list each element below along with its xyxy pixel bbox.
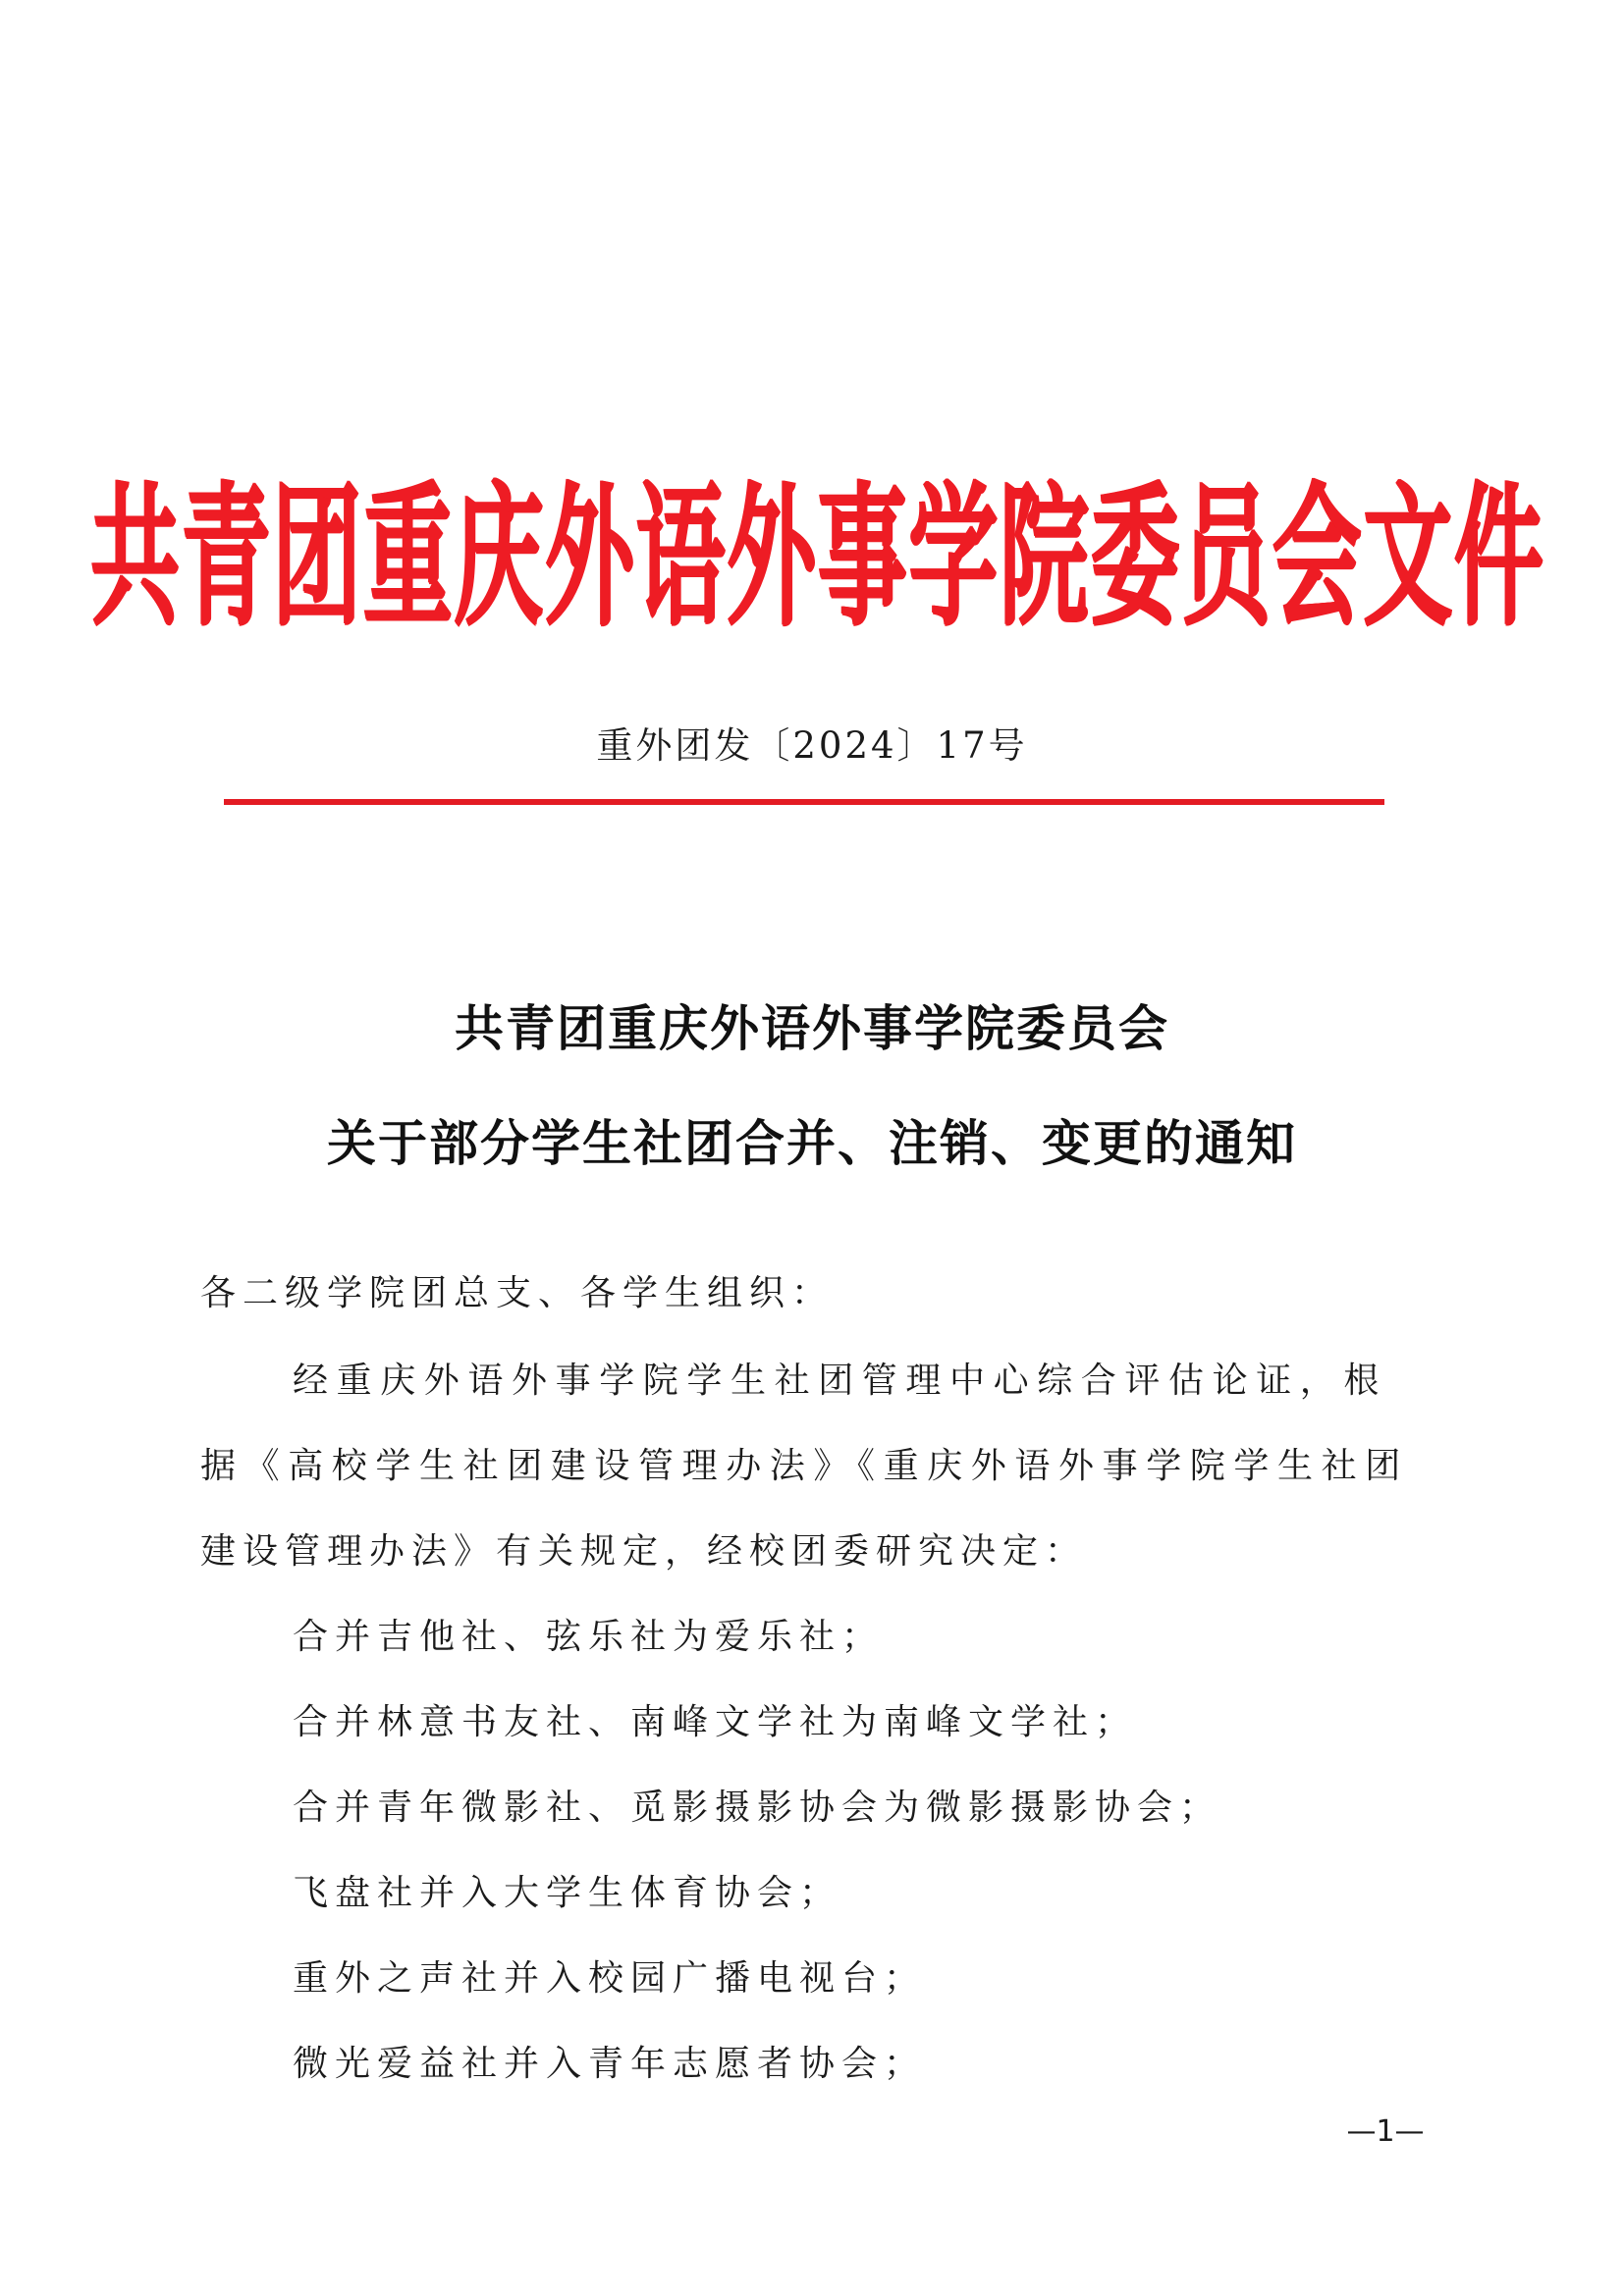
letterhead	[89, 422, 1545, 667]
salutation: 各二级学院团总支、各学生组织：	[200, 1273, 835, 1313]
list-item: 合并吉他社、弦乐社为爱乐社；	[293, 1617, 885, 1657]
letterhead-title: 共青团重庆外语外事学院委员会文件	[89, 466, 1545, 647]
page-number: —1—	[1346, 2114, 1425, 2149]
notice-title-line-1: 共青团重庆外语外事学院委员会	[455, 999, 1169, 1057]
list-item: 重外之声社并入校园广播电视台；	[293, 1958, 927, 1999]
document-number: 重外团发〔2024〕17号	[596, 724, 1028, 767]
list-item: 飞盘社并入大学生体育协会；	[293, 1873, 842, 1913]
list-item: 合并青年微影社、觅影摄影协会为微影摄影协会；	[293, 1788, 1222, 1828]
intro-line-2: 据《高校学生社团建设管理办法》《重庆外语外事学院学生社团	[200, 1446, 1409, 1486]
notice-title-line-2: 关于部分学生社团合并、注销、变更的通知	[327, 1114, 1297, 1172]
intro-line-1: 经重庆外语外事学院学生社团管理中心综合评估论证，根	[293, 1361, 1388, 1401]
intro-line-3: 建设管理办法》有关规定，经校团委研究决定：	[200, 1531, 1088, 1572]
list-item: 合并林意书友社、南峰文学社为南峰文学社；	[293, 1702, 1138, 1742]
red-separator-line	[224, 799, 1384, 805]
list-item: 微光爱益社并入青年志愿者协会；	[293, 2044, 927, 2084]
